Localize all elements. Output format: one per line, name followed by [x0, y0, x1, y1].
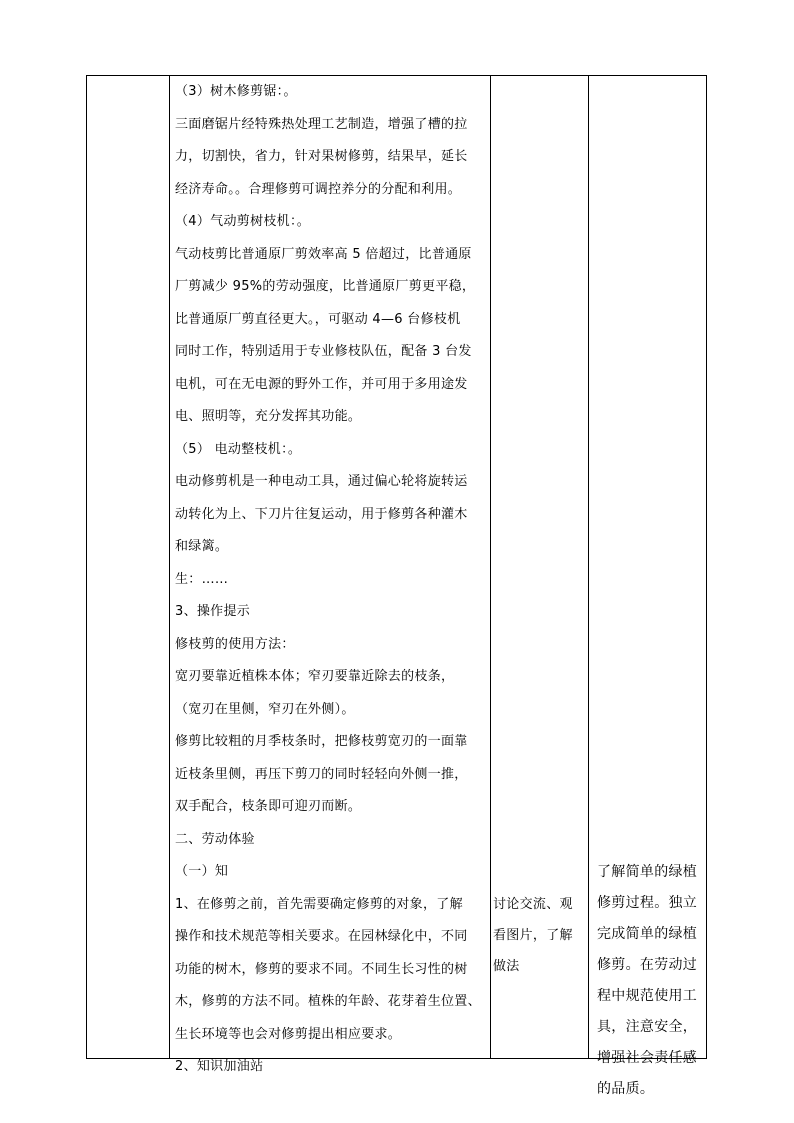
content-line: 电、照明等，充分发挥其功能。 — [175, 409, 362, 424]
content-line: 气动枝剪比普通原厂剪效率高 5 倍超过，比普通原 — [175, 246, 472, 262]
content-line: 1、在修剪之前，首先需要确定修剪的对象，了解 — [175, 896, 463, 912]
content-line: 3、操作提示 — [175, 604, 251, 619]
intent-line: 程中规范使用工 — [597, 988, 698, 1004]
intent-line: 增强社会责任感 — [597, 1050, 698, 1066]
content-line: 三面磨锯片经特殊热处理工艺制造，增强了槽的拉 — [175, 116, 468, 132]
intent-line: 完成简单的绿植 — [597, 926, 698, 942]
content-line: （宽刃在里侧，窄刃在外侧）。 — [175, 701, 355, 717]
content-line: 宽刃要靠近植株本体；窄刃要靠近除去的枝条， — [175, 669, 455, 684]
activity-line: 做法 — [493, 959, 520, 974]
column-divider — [169, 76, 170, 1058]
intent-line: 的品质。 — [597, 1081, 655, 1097]
content-line: 双手配合，枝条即可迎刃而断。 — [175, 799, 362, 814]
content-line: 2、知识加油站 — [175, 1059, 264, 1074]
content-line: 功能的树木，修剪的要求不同。不同生长习性的树 — [175, 961, 468, 977]
lesson-table — [86, 75, 707, 1097]
intent-line: 修剪过程。独立 — [597, 895, 698, 911]
content-line: 厂剪减少 95%的劳动强度，比普通原厂剪更平稳， — [175, 279, 476, 294]
content-line: 经济寿命。。合理修剪可调控养分的分配和利用。 — [175, 181, 462, 197]
content-line: 近枝条里侧，再压下剪刀的同时轻轻向外侧一推， — [175, 766, 468, 782]
content-line: 比普通原厂剪直径更大。，可驱动 4—6 台修枝机 — [175, 311, 461, 327]
content-line: 电动修剪机是一种电动工具，通过偏心轮将旋转运 — [175, 474, 468, 489]
activity-line: 看图片，了解 — [493, 928, 573, 943]
content-line: （一）知 — [175, 864, 229, 879]
content-line: 修枝剪的使用方法： — [175, 636, 295, 652]
content-line: 木，修剪的方法不同。植株的年龄、花芽着生位置、 — [175, 994, 481, 1009]
intent-line: 了解简单的绿植 — [597, 864, 698, 880]
content-line: 力，切割快，省力，针对果树修剪，结果早，延长 — [175, 149, 468, 164]
activity-line: 讨论交流、观 — [493, 897, 573, 912]
content-line: 生：…… — [175, 571, 229, 587]
content-line: （5） 电动整枝机：。 — [175, 441, 302, 457]
column-divider — [588, 76, 589, 1058]
content-line: 二、劳动体验 — [175, 831, 255, 847]
content-line: 修剪比较粗的月季枝条时，把修枝剪宽刃的一面靠 — [175, 734, 468, 749]
content-line: 电机，可在无电源的野外工作，并可用于多用途发 — [175, 376, 468, 392]
content-line: （4）气动剪树枝机：。 — [175, 214, 311, 229]
content-line: （3）树木修剪锯：。 — [175, 84, 297, 99]
design-intent-cell — [597, 857, 707, 1105]
content-line: 和绿篱。 — [175, 539, 229, 554]
content-line: 生长环境等也会对修剪提出相应要求。 — [175, 1026, 402, 1042]
content-line: 操作和技术规范等相关要求。在园林绿化中，不同 — [175, 929, 468, 944]
intent-line: 具，注意安全， — [597, 1019, 698, 1035]
intent-line: 修剪。在劳动过 — [597, 957, 698, 973]
content-line: 动转化为上、下刀片往复运动，用于修剪各种灌木 — [175, 506, 468, 522]
content-line: 同时工作，特别适用于专业修枝队伍，配备 3 台发 — [175, 344, 472, 359]
student-activity-cell — [493, 889, 585, 982]
teaching-content-cell — [175, 76, 493, 1084]
